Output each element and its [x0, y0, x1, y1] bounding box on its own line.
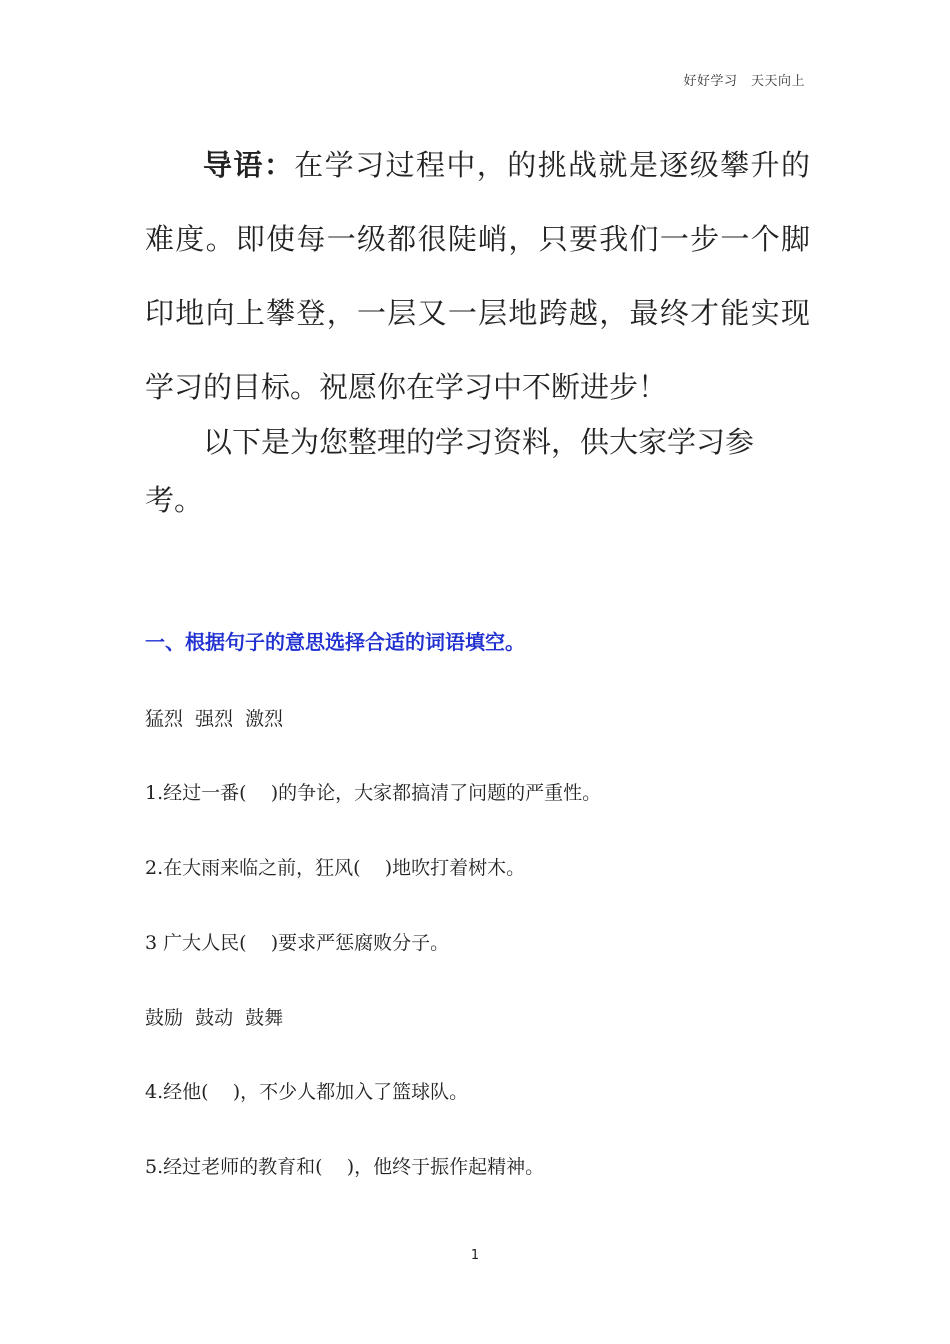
- question-4: 4.经他( )，不少人都加入了篮球队。: [145, 1081, 469, 1103]
- section-title: 一、根据句子的意思选择合适的词语填空。: [145, 630, 525, 654]
- intro-body-text: 在学习过程中，的挑战就是逐级攀升的难度。即使每一级都很陡峭，只要我们一步一个脚印地向上攀登，一层又一层地跨越，最终才能实现学习的目标。祝愿你在学习中不断进步！: [145, 148, 810, 404]
- word-group-2: 鼓励 鼓动 鼓舞: [145, 1007, 284, 1029]
- page-header: 好好学习 天天向上: [683, 74, 805, 89]
- intro-paragraph: [145, 128, 810, 424]
- question-3: 3 广大人民( )要求严惩腐败分子。: [145, 932, 450, 954]
- word-group-1: 猛烈 强烈 激烈: [145, 708, 284, 730]
- intro-second-paragraph: 以下是为您整理的学习资料，供大家学习参考。: [145, 425, 755, 517]
- question-5: 5.经过老师的教育和( )，他终于振作起精神。: [145, 1156, 545, 1178]
- question-2: 2.在大雨来临之前，狂风( )地吹打着树木。: [145, 857, 526, 879]
- question-1: 1.经过一番( )的争论，大家都搞清了问题的严重性。: [145, 782, 602, 804]
- page-number: 1: [470, 1248, 480, 1263]
- intro-lead-label: 导语：: [203, 148, 295, 182]
